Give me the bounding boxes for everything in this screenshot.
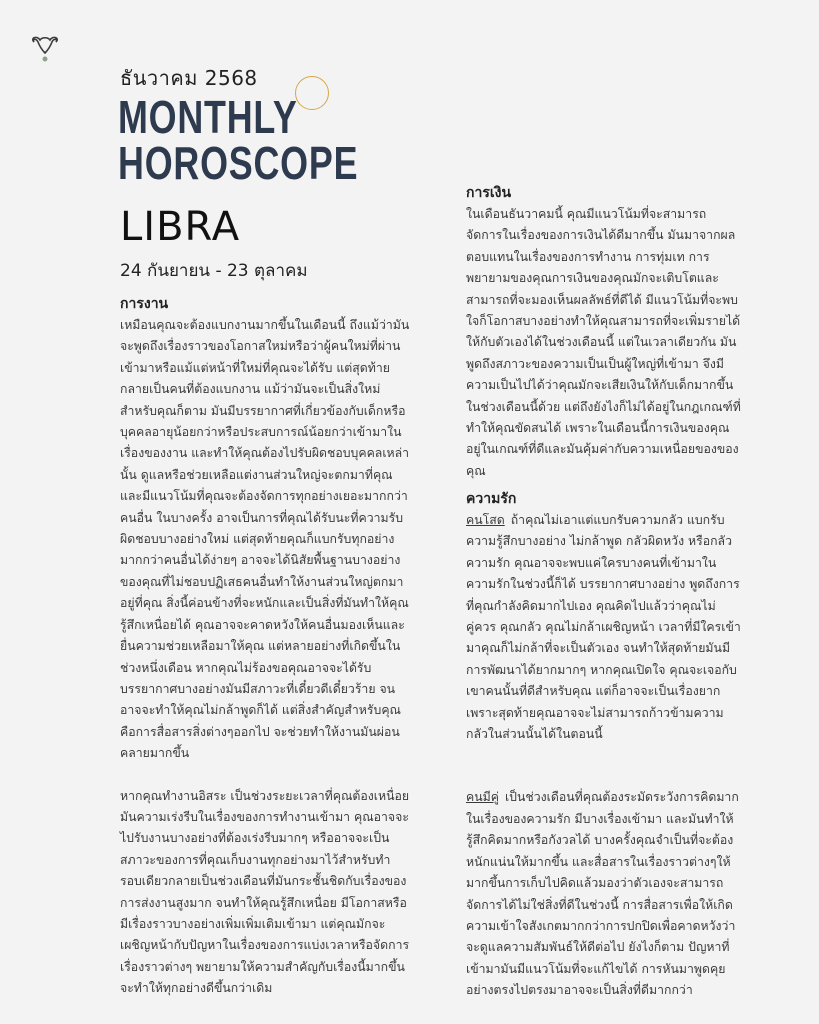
finance-paragraph: ในเดือนธันวาคมนี้ คุณมีแนวโน้มที่จะสามารถจัดการในเรื่องของการเงินได้ดีมากขึ้น มันมาจากผลตอบแทนในเรื่องของการทำงาน การทุ่มเท การพยายามของคุณการเงินของคุณมักจะเติบโตและสามารถที่จะมองเห็นผลลัพธ์ที่ดีได้ มีแนวโน้มที่จะพบใจก็โอกาสบางอย่างทำให้คุณสามารถที่จะเพิ่มรายได้ให้กับตัวเองได้ในช่วงเดือนนี้ แต่ในเวลาเดียวกัน มันพูดถึงสภาวะของความเป็นเป็นผู้ใหญ่ที่เข้ามา จึงมีความเป็นไปได้ว่าคุณมักจะเสียเงินให้กับเด็กมากขึ้นในช่วงเดือนนี้ด้วย แต่ถึงยังไงก็ไม่ได้อยู่ในกฎเกณฑ์ที่ทำให้คุณขัดสนได้ เพราะในเดือนนี้การเงินของคุณอยู่ในเกณฑ์ที่ดีและมันคุ้มค่ากับความเหนื่อยของของคุณ: [466, 207, 741, 478]
love-heading: ความรัก: [466, 491, 517, 507]
zodiac-dates: 24 กันยายน - 23 ตุลาคม: [120, 261, 308, 281]
title-line-2: HOROSCOPE: [118, 137, 359, 189]
love-couple-paragraph: [466, 787, 742, 1001]
work-section: [120, 293, 410, 1000]
zodiac-sign: LIBRA: [120, 204, 241, 250]
work-paragraph-2: หากคุณทำงานอิสระ เป็นช่วงระยะเวลาที่คุณต้องเหนื่อยมันความเร่งรีบในเรื่องของการทำงานเข้ามา คุณอาจจะไปรับงานบางอย่างที่ต้องเร่งรีบมากๆ หรืออาจจะเป็นสภาวะของการที่คุณเก็บงานทุกอย่างมาไว้สำหรับทำรอบเดียวกลายเป็นช่วงเดือนที่มันกระชั้นชิดกับเรื่องของการส่งงานสูงมาก จนทำให้คุณรู้สึกเหนื่อย มีโอกาสหรือมีเรื่องราวบางอย่างเพิ่มเพิ่มเติมเข้ามา แต่คุณมักจะเผชิญหน้ากับปัญหาในเรื่องของการแบ่งเวลาหรือจัดการเรื่องราวต่างๆ พยายามให้ความสำคัญกับเรื่องนี้มากขึ้น จะทำให้ทุกอย่างดีขึ้นกว่าเดิม: [120, 788, 410, 996]
couple-label: คนมีคู่: [466, 790, 499, 805]
work-paragraph-1: เหมือนคุณจะต้องแบกงานมากขึ้นในเดือนนี้ ถึงแม้ว่ามันจะพูดถึงเรื่องราวของโอกาสใหม่หรือว่าผู้คนใหม่ที่ผ่านเข้ามาหรือแม้แต่หน้าที่ใหม่ที่คุณจะได้รับ แต่สุดท้ายกลายเป็นคนที่ต้องแบกงาน แม้ว่ามันจะเป็นสิ่งใหม่สำหรับคุณก็ตาม มันมีบรรยากาศที่เกี่ยวข้องกับเด็กหรือบุคคลอายุน้อยกว่าหรือประสบการณ์น้อยกว่าเข้ามาในเรื่องของงาน และทำให้คุณต้องไปรับผิดชอบบุคคลเหล่านั้น ดูแลหรือช่วยเหลือแต่งานส่วนใหญ่จะตกมาที่คุณ และมีแนวโน้มที่คุณจะต้องจัดการทุกอย่างเยอะมากกว่าคนอื่น ในบางครั้ง อาจเป็นการที่คุณได้รับนะที่ความรับผิดชอบบางอย่างใหม่ แต่สุดท้ายคุณก็แบกรับทุกอย่างมากกว่าคนอื่นได้ง่ายๆ อาจจะได้นิสัยพื้นฐานบางอย่างของคุณที่ไม่ชอบปฏิเสธคนอื่นทำให้งานส่วนใหญ่ตกมาอยู่ที่คุณ สิ่งนี้ค่อนข้างที่จะหนักและเป็นสิ่งที่มันทำให้คุณรู้สึกเหนื่อยได้ คุณอาจจะคาดหวังให้คนอื่นมองเห็นและ ยื่นความช่วยเหลือมาให้คุณ แต่หลายอย่างที่เกิดขึ้นในช่วงหนึ่งเดือน หากคุณไม่ร้องขอคุณอาจจะได้รับ บรรยากาศบางอย่างมันมีสภาวะที่เดี๋ยวดีเดี๋ยวร้าย จนอาจจะทำให้คุณไม่กล้าพูดก็ได้ แต่สิ่งสำคัญสำหรับคุณคือการสื่อสารสิ่งต่างๆออกไป จะช่วยทำให้งานมันผ่อนคลายมากขึ้น: [120, 318, 410, 761]
page-title: [118, 91, 359, 189]
finance-section: [466, 182, 742, 482]
love-section: [466, 488, 742, 1002]
decorative-ring: [295, 76, 329, 110]
issue-date: ธันวาคม 2568: [120, 66, 258, 90]
title-line-1: MONTHLY: [118, 91, 298, 143]
ram-head-icon: [28, 34, 62, 64]
single-label: คนโสด: [466, 513, 505, 527]
single-text: ถ้าคุณไม่เอาแต่แบกรับความกลัว แบกรับความรู้สึกบางอย่าง ไม่กล้าพูด กลัวผิดหวัง หรือกลัวความรัก คุณอาจจะพบแค่ใครบางคนที่เข้ามาในความรักในช่วงนี้ก็ได้ บรรยากาศบางอย่าง พูดถึงการที่คุณกำลังคิดมากไปเอง คุณคิดไปแล้วว่าคุณไม่คู่ควร คุณกลัว คุณไม่กล้าเผชิญหน้า เวลาที่มีใครเข้ามาคุณก็ไม่กล้าที่จะเป็นตัวเอง จนทำให้สุดท้ายมันมีการพัฒนาได้ยากมากๆ หากคุณเปิดใจ คุณจะเจอกับเขาคนนั้นที่ดีสำหรับคุณ แต่ก็อาจจะเป็นเรื่องยาก เพราะสุดท้ายคุณอาจจะไม่สามารถก้าวข้ามความกลัวในส่วนนั้นได้ในตอนนี้: [466, 513, 741, 742]
work-heading: การงาน: [120, 296, 169, 312]
finance-heading: การเงิน: [466, 185, 512, 201]
love-single-paragraph: [466, 510, 742, 745]
couple-text: เป็นช่วงเดือนที่คุณต้องระมัดระวังการคิดมากในเรื่องของความรัก มีบางเรื่องเข้ามา และมันทำให้รู้สึกคิดมากหรือกังวลได้ บางครั้งคุณจำเป็นที่จะต้องหนักแน่นให้มากขึ้น และสื่อสารในเรื่องราวต่างๆให้มากขึ้นการเก็บไปคิดแล้วมองว่าตัวเองจะสามารถจัดการได้ไม่ใช่สิ่งที่ดีในช่วงนี้ การสื่อสารเพื่อให้เกิดความเข้าใจสังเกตมากกว่าการปกปิดเพื่อคาดหวังว่าจะดูแลความสัมพันธ์ให้ดีต่อไป ยังไงก็ตาม ปัญหาที่เข้ามามันมีแนวโน้มที่จะแก้ไขได้ การหันมาพูดคุยอย่างตรงไปตรงมาอาจจะเป็นสิ่งที่ดีมากกว่า: [466, 790, 739, 998]
